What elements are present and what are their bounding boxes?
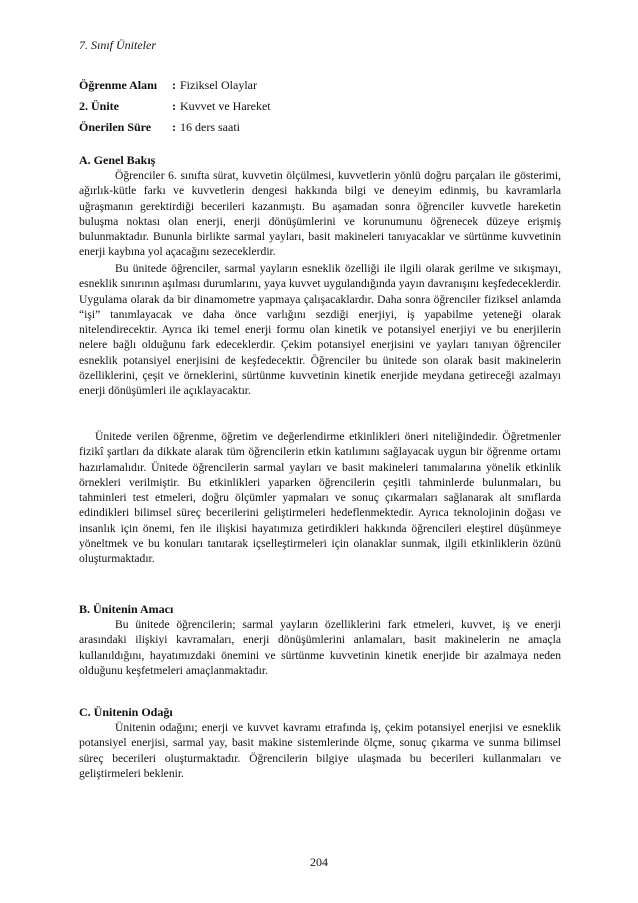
paragraph-overview-1: Öğrenciler 6. sınıfta sürat, kuvvetin ölçülmesi, kuvvetlerin yönlü doğru parçaları ile gösterimi, ağırlık-kütle farkı ve kuvvetlerin dengesi hakkında bilgi ve deneyim edinmiş, bu kavramlarla uğraşmanın gerektirdiği becerileri kazanmıştı. Bu aşamadan sonra öğrenciler kuvvetle hareketin buluşma noktası olan enerji, enerji dönüşümlerini ve korunumunu öğrenecek düzeye erişmiş bulunmaktadır. Bununla birlikte sarmal yayları, basit makineleri tanıyacaklar ve sürtünme kuvvetinin enerji kaybına yol açacağını sezeceklerdir. — [79, 169, 561, 259]
meta-value: Kuvvet ve Hareket — [180, 99, 271, 113]
section-title-overview: A. Genel Bakış — [79, 153, 156, 167]
meta-colon: : — [172, 99, 176, 113]
section-title-purpose: B. Ünitenin Amacı — [79, 602, 174, 616]
meta-key: 2. Ünite — [79, 99, 119, 113]
running-header: 7. Sınıf Üniteler — [79, 38, 156, 52]
meta-key: Önerilen Süre — [79, 120, 152, 134]
meta-colon: : — [172, 120, 176, 134]
paragraph-overview-3: Ünitede verilen öğrenme, öğretim ve değerlendirme etkinlikleri öneri niteliğindedir. Öğretmenler fizikî şartları da dikkate alarak tüm öğrencilerin etkin katılımını sağlayacak uygun bir öğrenme ortamı hazırlamalıdır. Ünitede öğrencilerin sarmal yayları ve basit makineleri tanımalarına yönelik etkinlik örnekleri verilmiştir. Bu etkinlikleri yaparken öğrencilerin çeşitli tahminlerde bulunmaları, bu tahminleri test etmeleri, doğru ölçümler yapmaları ve sonuç çıkarmaları sağlanarak alt sınıflarda edindikleri bilimsel süreç becerilerini geliştirmeleri hedeflenmektedir. Ayrıca teknolojinin doğası ve insanlık için önemi, fen ile ilişkisi hayatımıza getirdikleri hakkında öğrencileri eleştirel düşünmeye yöneltmek ve bu konuları tanıtarak içselleştirmeleri için olanaklar sunmak, ilgili etkinliklerin özünü oluşturmaktadır. — [79, 430, 561, 566]
meta-value: 16 ders saati — [180, 120, 240, 134]
paragraph-overview-2: Bu ünitede öğrenciler, sarmal yayların esneklik özelliği ile ilgili olarak gerilme ve sıkışmayı, esneklik sınırının aşılması durumlarını, yaya kuvvet uygulandığında yayın davranışını keşfedeceklerdir. Uygulama olarak da bir dinamometre yapmaya çalışacaklardır. Daha sonra öğrenciler fiziksel anlamda “işi” tanımlayacak ve daha önce varlığını sezdiği enerjiyi, iş yapabilme yeteneği olarak nitelendirecektir. Ayrıca iki temel enerji formu olan kinetik ve potansiyel enerjiyi ve bu enerjilerin nelere bağlı olduğunu fark edeceklerdir. Çekim potansiyel enerjisini ve yayları tanıyan öğrenciler esneklik potansiyel enerjisini de keşfedecektir. Öğrenciler bu ünitede son olarak basit makinelerin özelliklerini, çeşit ve örneklerini, sürtünme kuvvetinin kinetik enerjide meydana getireceği azalmayı enerji dönüşümleri ile açıklayacaktır. — [79, 262, 561, 398]
page-number: 204 — [310, 855, 328, 869]
meta-colon: : — [172, 78, 176, 92]
meta-value: Fiziksel Olaylar — [180, 78, 257, 92]
section-title-focus: C. Ünitenin Odağı — [79, 705, 173, 719]
paragraph-focus: Ünitenin odağını; enerji ve kuvvet kavramı etrafında iş, çekim potansiyel enerjisi ve esneklik potansiyel enerjisi, sarmal yay, basit makine sistemlerinde ölçme, sonuç çıkarma ve sunma bilimsel süreç becerileri oluşturmaktadır. Öğrencilerin bilgiye ulaşmada bu becerileri kullanmaları ve geliştirmeleri beklenir. — [79, 721, 561, 780]
paragraph-purpose: Bu ünitede öğrencilerin; sarmal yayların özelliklerini fark etmeleri, kuvvet, iş ve enerji arasındaki ilişkiyi kavramaları, enerji dönüşümlerini anlamaları, basit makinelerin ne amaçla kullanıldığını, hayatımızdaki önemini ve sürtünme kuvvetinin kinetik enerjide bir azalmaya neden olduğunu keşfetmeleri amaçlanmaktadır. — [79, 618, 561, 677]
meta-key: Öğrenme Alanı — [79, 78, 158, 92]
